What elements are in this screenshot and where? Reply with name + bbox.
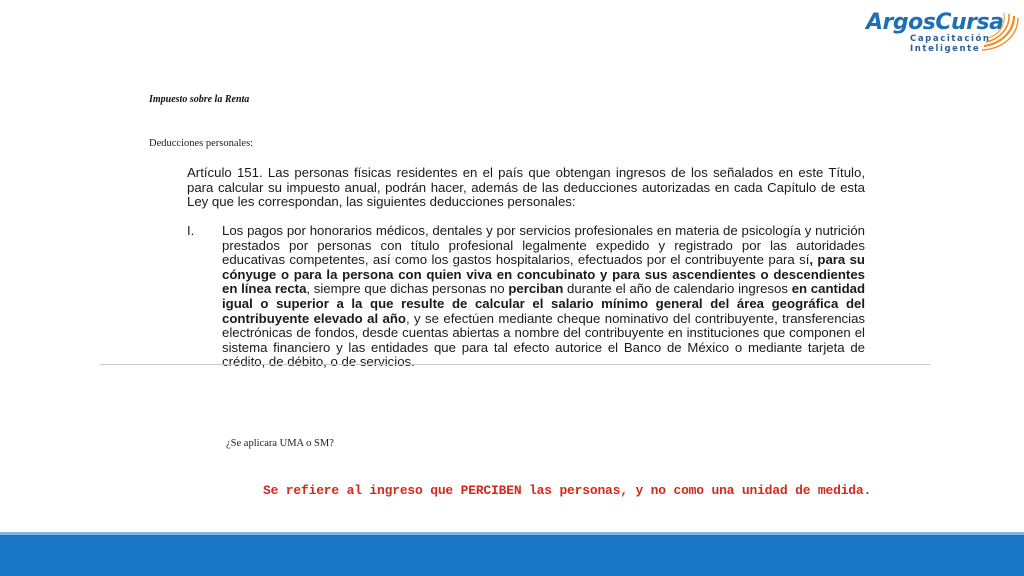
swirl-icon — [980, 6, 1020, 52]
item-text-part: , y se efectúen mediante cheque nominativo del contribuyente, transferencias electrónicas de fondos, desde cuentas abiertas a nombre del contribuyente en instituciones que componen el sistema financiero y las entidades que para tal efecto autorice el Banco de México o mediante tarjeta de crédito, de débito, o de servicios. — [222, 310, 865, 370]
question-text: ¿Se aplicara UMA o SM? — [226, 438, 334, 449]
item-text — [222, 224, 865, 370]
logo-brand-part2: Cursa — [935, 10, 1004, 35]
logo-brand-part1: Argos — [866, 10, 936, 35]
law-title: Impuesto sobre la Renta — [149, 94, 250, 105]
deduction-item — [187, 224, 865, 370]
footer-bar — [0, 535, 1024, 576]
argoscursa-logo — [862, 6, 1022, 58]
item-text-part: , siempre que dichas personas no — [306, 281, 509, 297]
item-text-bold: en cantidad igual o superior a la que resulte de calcular el salario mínimo general del área geográfica del contribuyente elevado al año — [222, 281, 866, 326]
item-text-bold: , para su cónyuge o para la persona con quien viva en concubinato y para sus ascendientes o descendientes en línea recta — [222, 252, 865, 297]
section-title: Deducciones personales: — [149, 138, 254, 149]
logo-tagline-2: Inteligente — [910, 44, 981, 54]
answer-text: Se refiere al ingreso que PERCIBEN las personas, y no como una unidad de medida. — [263, 483, 872, 498]
item-text-part: Los pagos por honorarios médicos, dentales y por servicios profesionales en materia de psicología y nutrición prestados por personas con título profesional legalmente expedido y registrado por las autoridades educativas competentes, así como los gastos hospitalarios, efectuados por el contribuyente para sí — [222, 223, 865, 268]
item-text-bold: perciban — [508, 281, 564, 297]
item-text-part: durante el año de calendario ingresos — [563, 281, 792, 297]
article-paragraph: Artículo 151. Las personas físicas residentes en el país que obtengan ingresos de los señalados en este Título, para calcular su impuesto anual, podrán hacer, además de las deducciones autorizadas en cada Capítulo de esta Ley que les correspondan, las siguientes deducciones personales: — [187, 165, 865, 210]
item-number: I. — [187, 223, 195, 238]
logo-tagline-1: Capacitación — [910, 34, 991, 44]
divider-line — [100, 364, 930, 365]
